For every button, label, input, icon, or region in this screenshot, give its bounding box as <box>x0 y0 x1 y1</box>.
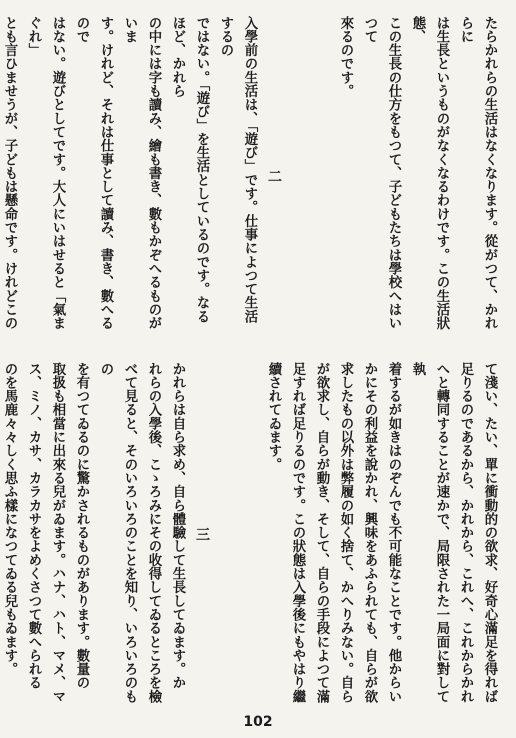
text-line: 入學前の生活は、「遊び」です。仕事によつて生活するの <box>218 16 258 324</box>
text-line <box>214 362 238 707</box>
text-line: 續されてゐます。 <box>266 362 282 472</box>
text-line <box>310 16 334 336</box>
text-line: て淺い、たい、單に衝動的の欲求、好奇心滿足を得れば <box>482 362 498 704</box>
lower-text-block <box>2 362 502 707</box>
text-line: かにその利益を說かれ、興味をあふられても、自らが欲 <box>362 362 378 704</box>
text-line: 足りるのであるから、かれから、これへ、これからかれ <box>458 362 474 704</box>
text-line: 來るのです。 <box>338 16 354 98</box>
text-line: を有つてゐるのに驚かされるものがあります。數量の <box>74 362 90 690</box>
text-line: 求したもの以外は弊履の如く捨て、かへりみない。自ら <box>338 362 354 704</box>
text-line: 着するが如きはのぞんでも不可能なことです。他からい <box>386 362 402 704</box>
text-line <box>238 362 262 707</box>
text-line: この生長の仕方をもつて、子どもたちは學校へはいつて <box>362 16 402 330</box>
text-line: 二 <box>266 168 282 184</box>
text-line: は生長というものがなくなるわけです。この生活狀態、 <box>410 16 450 330</box>
text-line: はない。遊びとしてです。大人にいはせると「氣まぐれ」 <box>26 16 66 330</box>
text-line: が欲求し、自らが動き、そして、自らの手段によつて滿 <box>314 362 330 704</box>
text-line <box>286 16 310 336</box>
page-number: 102 <box>243 714 273 730</box>
text-line: かれらは自ら求め、自ら體驗して生長してゐます。か <box>170 362 186 690</box>
text-line: ではない。「遊び」を生活としているのです。なるほど、かれら <box>170 16 210 324</box>
text-line: 三 <box>194 527 210 542</box>
upper-text-block <box>2 16 502 336</box>
text-line: ス、ミノ、カサ、カラカサをよめくさつて數へられる <box>26 362 42 690</box>
text-line: へと轉同することが速かで、局限された一局面に對して執 <box>410 362 450 704</box>
text-line: 足すれば足りるのです。この狀態は入學後にもやはり繼 <box>290 362 306 704</box>
text-line: とも言ひませうが、子どもは懸命です。けれどこの <box>2 16 18 330</box>
text-line: たらかれらの生活はなくなります。從がつて、かれらに <box>458 16 498 330</box>
text-line: の中には字も讀み、繪も書き、數もかぞへるものがいま <box>122 16 162 330</box>
text-line: のを馬鹿々々しく思ふ樣になつてゐる兒もゐます。 <box>2 362 18 676</box>
text-line: 取扱も相當に出來る兒がゐます。ハナ、ハト、マメ、マ <box>50 362 66 704</box>
text-line: べて見ると、そのいろいろのことを知り、いろいろのもの <box>98 362 138 704</box>
text-line: れらの入學後、こゝろみにその收得してゐるところを檢 <box>146 362 162 704</box>
text-line: す。けれど、それは仕事として讀み、書き、數へるので <box>74 16 114 330</box>
